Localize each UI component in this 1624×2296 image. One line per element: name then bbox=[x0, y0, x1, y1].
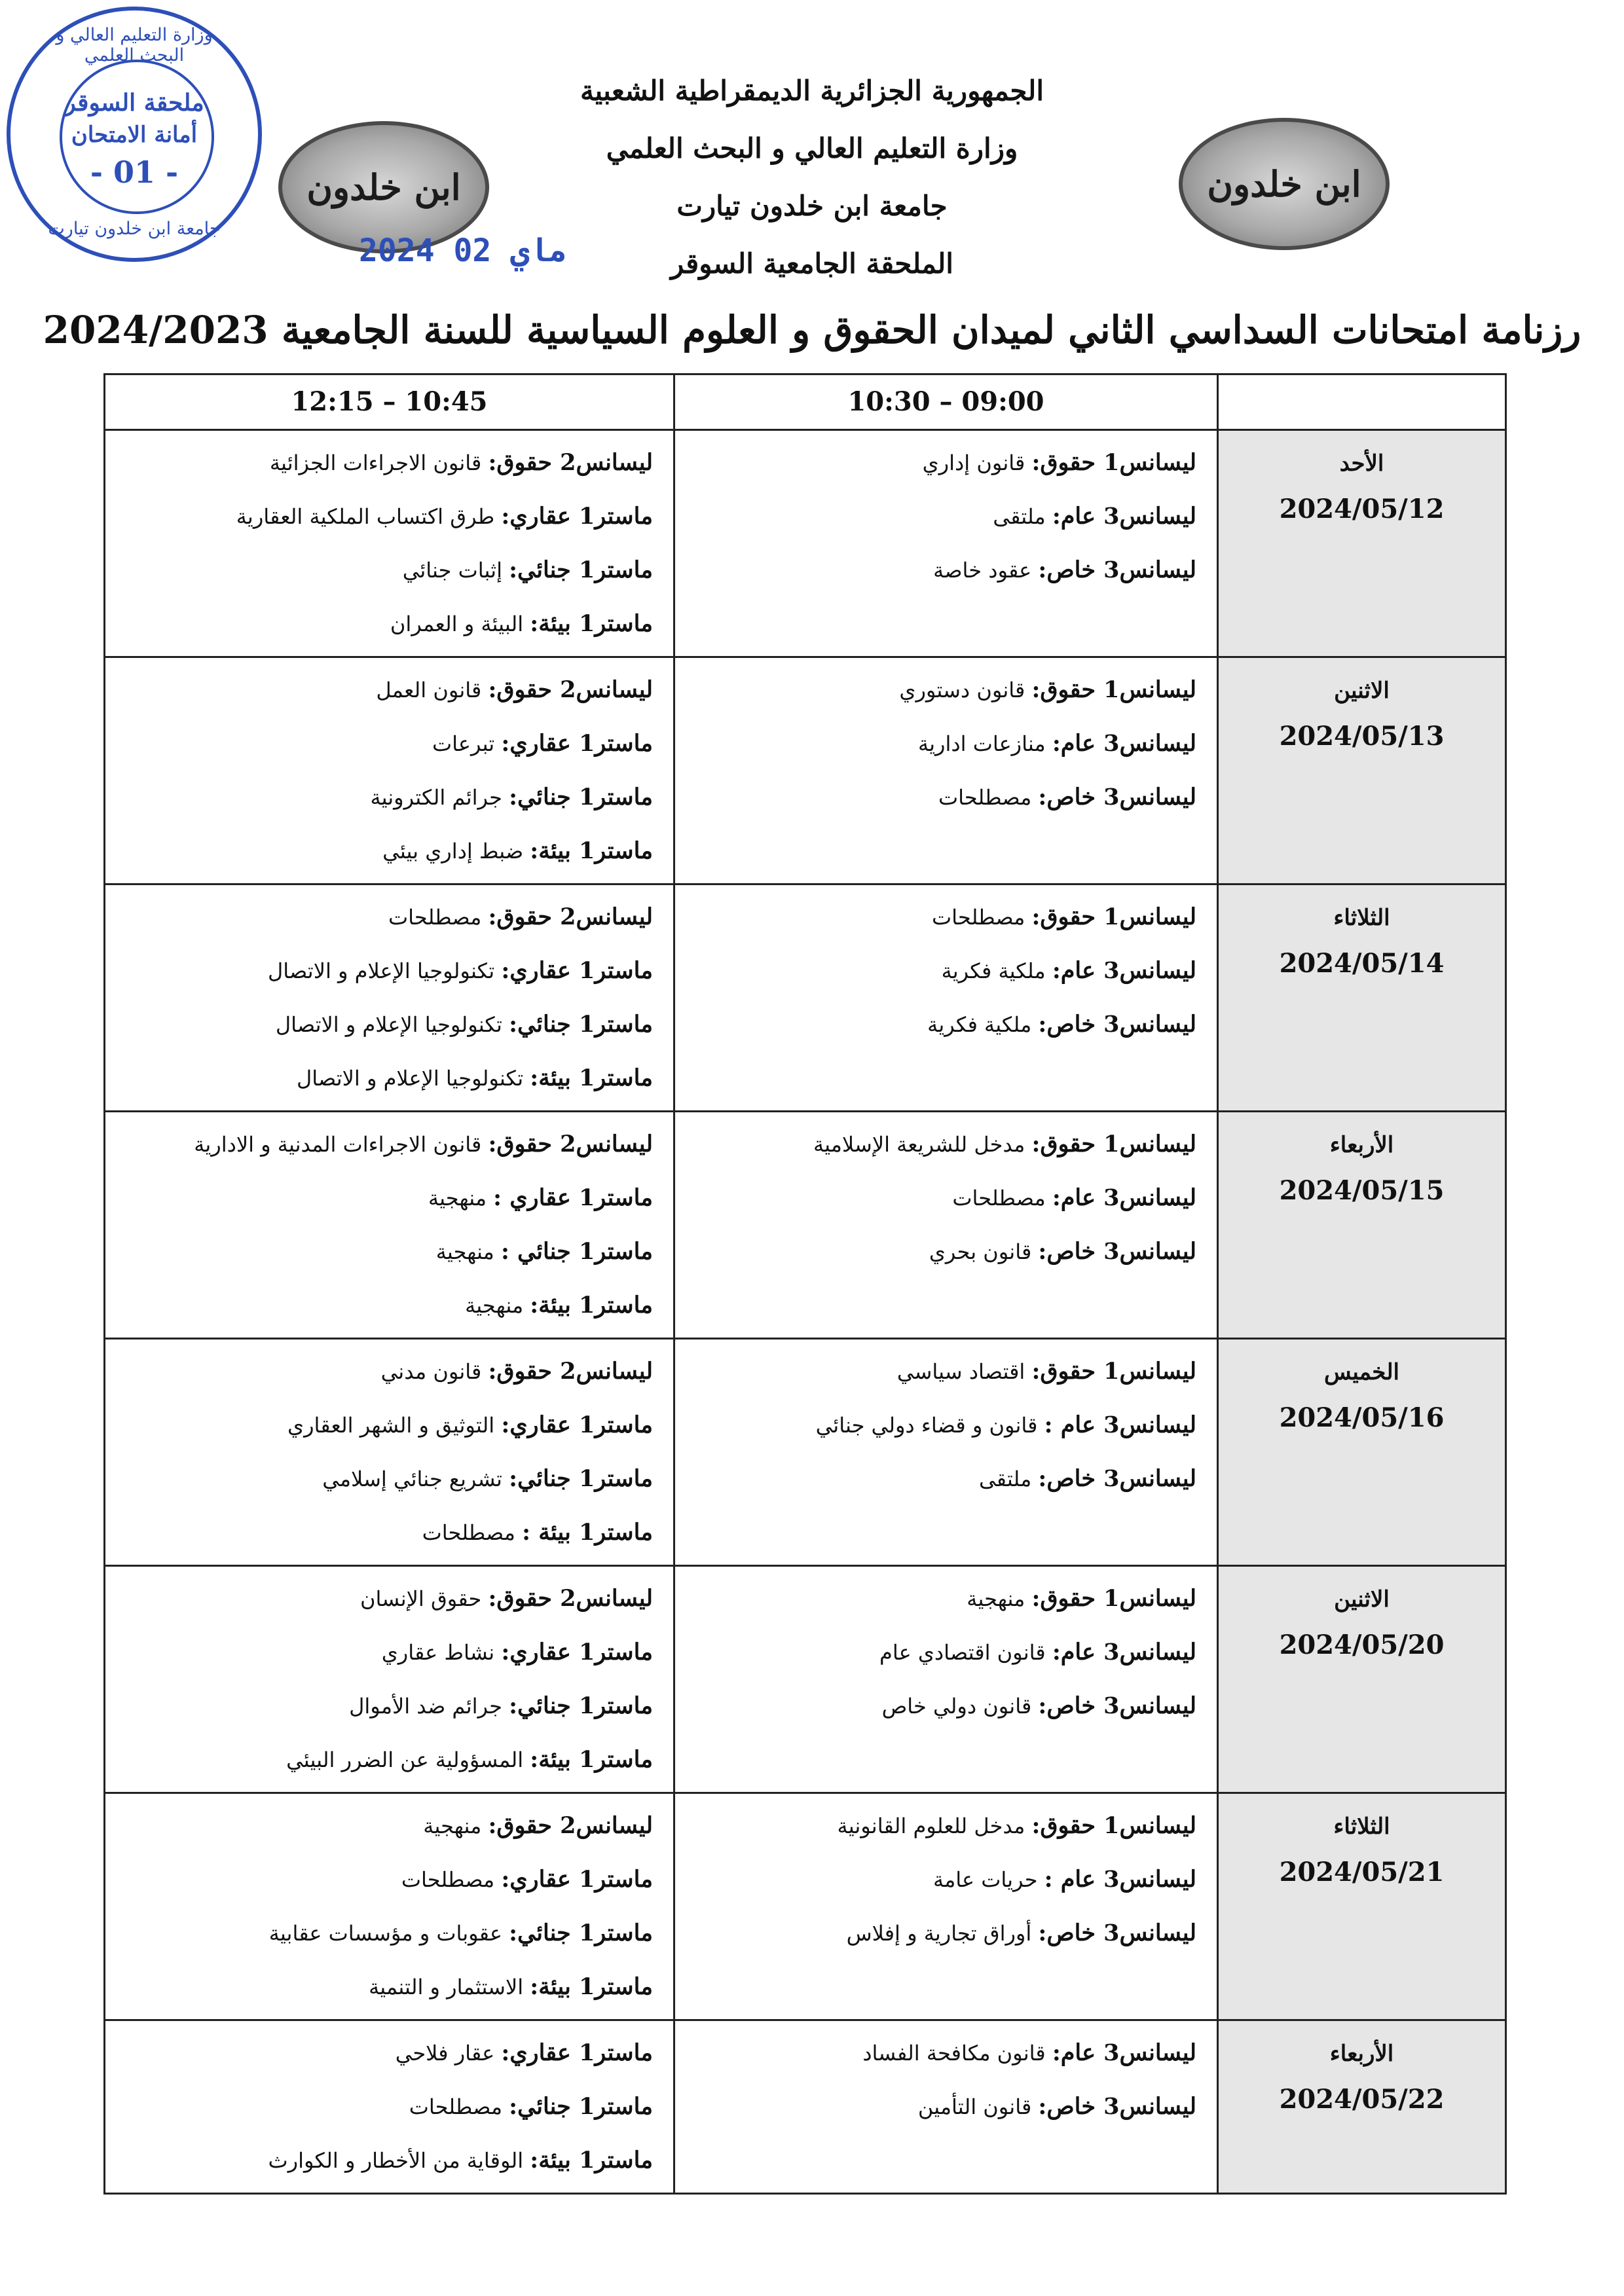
exam-entry bbox=[106, 717, 673, 771]
exam-subject: قانون اقتصادي عام bbox=[879, 1640, 1046, 1665]
exam-entry bbox=[106, 1626, 673, 1679]
exam-level: ليسانس1 حقوق: bbox=[1031, 1358, 1196, 1385]
exam-subject: مصطلحات bbox=[401, 1867, 495, 1892]
exam-entry bbox=[106, 490, 673, 543]
day-cell bbox=[1218, 2020, 1506, 2194]
exam-entry bbox=[676, 543, 1216, 597]
day-cell bbox=[1218, 884, 1506, 1112]
exam-entry bbox=[676, 1799, 1216, 1853]
slot-a-cell bbox=[674, 1566, 1218, 1793]
exam-level: ليسانس3 خاص: bbox=[1038, 556, 1196, 583]
stamp-ring-bottom-text: جامعة ابن خلدون تيارت bbox=[48, 219, 221, 239]
slot-a-cell bbox=[674, 657, 1218, 884]
exam-entry bbox=[106, 824, 673, 878]
exam-entry bbox=[676, 436, 1216, 490]
exam-subject: تكنولوجيا الإعلام و الاتصال bbox=[296, 1066, 524, 1091]
exam-level: ماستر1 بيئة: bbox=[530, 2147, 653, 2174]
exam-level: ليسانس2 حقوق: bbox=[488, 1585, 653, 1612]
exam-subject: قانون الاجراءات الجزائية bbox=[269, 450, 482, 475]
exam-entry bbox=[106, 1118, 673, 1171]
exam-level: ليسانس3 عام : bbox=[1044, 1412, 1196, 1438]
day-cell bbox=[1218, 430, 1506, 657]
exam-subject: ضبط إداري بيئي bbox=[382, 839, 524, 864]
exam-level: ليسانس3 خاص: bbox=[1038, 1238, 1196, 1265]
exam-subject: حقوق الإنسان bbox=[360, 1586, 482, 1611]
header-line-ministry: وزارة التعليم العالي و البحث العلمي bbox=[606, 132, 1018, 164]
slot-a-cell bbox=[674, 884, 1218, 1112]
exam-entry bbox=[676, 663, 1216, 717]
exam-level: ماستر1 عقاري: bbox=[501, 1866, 653, 1893]
day-name: الخميس bbox=[1323, 1359, 1399, 1385]
exam-entry bbox=[676, 1225, 1216, 1279]
exam-subject: منهجية bbox=[428, 1186, 487, 1211]
exam-entry bbox=[106, 1960, 673, 2014]
exam-entry bbox=[676, 890, 1216, 944]
day-name: الاثنين bbox=[1334, 678, 1390, 704]
exam-level: ماستر1 عقاري: bbox=[501, 957, 653, 984]
exam-subject: عقود خاصة bbox=[933, 558, 1032, 583]
exam-level: ماستر1 عقاري : bbox=[493, 1184, 653, 1211]
exam-subject: قانون بحري bbox=[929, 1239, 1032, 1264]
exam-entry bbox=[106, 771, 673, 824]
exam-level: ليسانس3 عام: bbox=[1052, 1639, 1196, 1666]
exam-subject: إثبات جنائي bbox=[402, 558, 502, 583]
day-date: 2024/05/16 bbox=[1279, 1402, 1445, 1433]
exam-level: ماستر1 جنائي : bbox=[500, 1238, 653, 1265]
exam-entry bbox=[106, 1733, 673, 1787]
exam-level: ليسانس2 حقوق: bbox=[488, 1131, 653, 1157]
slot-b-cell bbox=[105, 1566, 674, 1793]
slot-b-cell bbox=[105, 1339, 674, 1566]
day-date: 2024/05/12 bbox=[1279, 494, 1445, 524]
table-row bbox=[105, 657, 1506, 884]
exam-level: ماستر1 جنائي: bbox=[509, 1011, 653, 1038]
exam-entry bbox=[106, 944, 673, 998]
exam-level: ماستر1 جنائي: bbox=[509, 1692, 653, 1719]
exam-subject: تكنولوجيا الإعلام و الاتصال bbox=[275, 1012, 502, 1037]
exam-subject: مدخل للعلوم القانونية bbox=[837, 1813, 1025, 1838]
exam-entry bbox=[106, 890, 673, 944]
day-cell bbox=[1218, 1339, 1506, 1566]
day-date: 2024/05/13 bbox=[1279, 721, 1445, 752]
exam-entry bbox=[676, 944, 1216, 998]
slot-b-cell bbox=[105, 884, 674, 1112]
exam-level: ليسانس3 عام: bbox=[1052, 503, 1196, 530]
exam-subject: منهجية bbox=[465, 1293, 524, 1318]
stamp-ring-top-text: وزارة التعليم العالي و البحث العلمي bbox=[56, 25, 213, 65]
slot-a-cell bbox=[674, 430, 1218, 657]
exam-subject: قانون و قضاء دولي جنائي bbox=[815, 1413, 1038, 1438]
exam-level: ماستر1 جنائي: bbox=[509, 784, 653, 811]
day-cell bbox=[1218, 657, 1506, 884]
exam-entry bbox=[106, 998, 673, 1051]
exam-subject: مدخل للشريعة الإسلامية bbox=[813, 1132, 1025, 1157]
stamp-line-1: ملحقة السوقر bbox=[64, 89, 204, 117]
exam-entry bbox=[676, 1452, 1216, 1506]
day-name: الأحد bbox=[1339, 450, 1384, 477]
exam-subject: حريات عامة bbox=[932, 1867, 1038, 1892]
exam-subject: قانون إداري bbox=[922, 450, 1025, 475]
exam-level: ماستر1 جنائي: bbox=[509, 1465, 653, 1492]
exam-subject: قانون دولي خاص bbox=[881, 1694, 1032, 1719]
exam-level: ماستر1 عقاري: bbox=[501, 1412, 653, 1438]
page-title: رزنامة امتحانات السداسي الثاني لميدان الحقوق و العلوم السياسية للسنة الجامعية 2024/2023 bbox=[43, 308, 1581, 352]
day-date: 2024/05/15 bbox=[1279, 1175, 1445, 1206]
exam-level: ماستر1 بيئة: bbox=[530, 837, 653, 864]
exam-subject: نشاط عقاري bbox=[381, 1640, 495, 1665]
exam-subject: عقوبات و مؤسسات عقابية bbox=[268, 1921, 502, 1946]
exam-subject: جرائم الكترونية bbox=[370, 785, 502, 810]
exam-subject: جرائم ضد الأموال bbox=[349, 1694, 502, 1719]
exam-subject: مصطلحات bbox=[952, 1186, 1046, 1211]
exam-level: ليسانس3 خاص: bbox=[1038, 1011, 1196, 1038]
day-date: 2024/05/22 bbox=[1279, 2084, 1445, 2115]
exam-level: ليسانس3 خاص: bbox=[1038, 1465, 1196, 1492]
exam-entry bbox=[676, 1118, 1216, 1171]
exam-subject: اقتصاد سياسي bbox=[896, 1359, 1025, 1384]
exam-level: ليسانس3 عام: bbox=[1052, 957, 1196, 984]
exam-subject: قانون مدني bbox=[380, 1359, 482, 1384]
header-slot-b: 12:15 – 10:45 bbox=[105, 374, 674, 430]
exam-subject: ملتقى bbox=[979, 1467, 1032, 1491]
exam-subject: الوقاية من الأخطار و الكوارث bbox=[268, 2148, 524, 2173]
table-row bbox=[105, 1112, 1506, 1339]
exam-entry bbox=[106, 1398, 673, 1452]
exam-entry bbox=[676, 771, 1216, 824]
exam-level: ليسانس3 عام: bbox=[1052, 1184, 1196, 1211]
exam-level: ليسانس1 حقوق: bbox=[1031, 903, 1196, 930]
header-slot-a: 10:30 – 09:00 bbox=[674, 374, 1218, 430]
stamp-line-2: أمانة الامتحان bbox=[71, 122, 198, 148]
exam-entry bbox=[676, 1345, 1216, 1398]
exam-level: ماستر1 عقاري: bbox=[501, 1639, 653, 1666]
day-name: الأربعاء bbox=[1329, 2041, 1394, 2067]
exam-entry bbox=[676, 717, 1216, 771]
day-date: 2024/05/20 bbox=[1279, 1630, 1445, 1660]
day-name: الأربعاء bbox=[1329, 1132, 1394, 1158]
exam-subject: مصطلحات bbox=[938, 785, 1032, 810]
header-line-university: جامعة ابن خلدون تيارت bbox=[676, 190, 948, 222]
exam-level: ماستر1 بيئة: bbox=[530, 610, 653, 637]
exam-entry bbox=[676, 1171, 1216, 1225]
exam-level: ماستر1 جنائي: bbox=[509, 1920, 653, 1946]
day-cell bbox=[1218, 1793, 1506, 2020]
stamp-line-3: - 01 - bbox=[90, 155, 179, 190]
exam-entry bbox=[106, 1225, 673, 1279]
exam-entry bbox=[106, 1452, 673, 1506]
table-header-row bbox=[105, 374, 1506, 430]
header-day bbox=[1218, 374, 1506, 430]
slot-b-cell bbox=[105, 657, 674, 884]
day-cell bbox=[1218, 1112, 1506, 1339]
exam-entry bbox=[676, 1679, 1216, 1733]
exam-entry bbox=[106, 1572, 673, 1626]
exam-subject: مصطلحات bbox=[388, 905, 482, 930]
exam-level: ليسانس2 حقوق: bbox=[488, 1358, 653, 1385]
exam-subject: البيئة و العمران bbox=[390, 611, 524, 636]
exam-subject: مصطلحات bbox=[409, 2094, 502, 2119]
date-stamp: 2024 ماي 02 bbox=[359, 232, 567, 269]
exam-subject: ملكية فكرية bbox=[927, 1012, 1032, 1037]
exam-level: ماستر1 بيئة: bbox=[530, 1973, 653, 2000]
exam-entry bbox=[676, 998, 1216, 1051]
table-row bbox=[105, 1339, 1506, 1566]
slot-a-cell bbox=[674, 2020, 1218, 2194]
exam-subject: عقار فلاحي bbox=[395, 2041, 495, 2066]
exam-entry bbox=[676, 490, 1216, 543]
exam-subject: منهجية bbox=[435, 1239, 494, 1264]
table-row bbox=[105, 1793, 1506, 2020]
exam-entry bbox=[106, 597, 673, 651]
exam-level: ليسانس3 خاص: bbox=[1038, 1692, 1196, 1719]
exam-level: ليسانس3 عام : bbox=[1044, 1866, 1196, 1893]
exam-subject: قانون العمل bbox=[376, 678, 482, 702]
exam-level: ماستر1 بيئة: bbox=[530, 1746, 653, 1773]
exam-subject: طرق اكتساب الملكية العقارية bbox=[236, 504, 495, 529]
slot-b-cell bbox=[105, 1112, 674, 1339]
exam-entry bbox=[106, 1906, 673, 1960]
exam-schedule-table bbox=[103, 373, 1507, 2195]
exam-level: ماستر1 بيئة : bbox=[522, 1519, 653, 1546]
header-line-republic: الجمهورية الجزائرية الديمقراطية الشعبية bbox=[580, 75, 1044, 107]
exam-entry bbox=[106, 1679, 673, 1733]
exam-subject: مصطلحات bbox=[422, 1520, 515, 1545]
exam-level: ليسانس3 خاص: bbox=[1038, 784, 1196, 811]
exam-entry bbox=[106, 1853, 673, 1906]
table-row bbox=[105, 1566, 1506, 1793]
slot-a-cell bbox=[674, 1112, 1218, 1339]
exam-subject: التوثيق و الشهر العقاري bbox=[287, 1413, 495, 1438]
exam-level: ليسانس1 حقوق: bbox=[1031, 1131, 1196, 1157]
day-name: الثلاثاء bbox=[1333, 905, 1390, 931]
university-logo-right: ابن خلدون bbox=[1179, 118, 1390, 250]
exam-subject: الاستثمار و التنمية bbox=[369, 1975, 524, 1999]
day-cell bbox=[1218, 1566, 1506, 1793]
exam-subject: ملتقى bbox=[993, 504, 1046, 529]
exam-level: ماستر1 عقاري: bbox=[501, 730, 653, 757]
exam-level: ليسانس2 حقوق: bbox=[488, 1812, 653, 1839]
exam-subject: ملكية فكرية bbox=[941, 958, 1046, 983]
exam-entry bbox=[106, 2026, 673, 2080]
exam-subject: منهجية bbox=[967, 1586, 1025, 1611]
exam-level: ليسانس2 حقوق: bbox=[488, 903, 653, 930]
slot-a-cell bbox=[674, 1793, 1218, 2020]
exam-subject: مصطلحات bbox=[932, 905, 1025, 930]
slot-b-cell bbox=[105, 1793, 674, 2020]
exam-subject: تشريع جنائي إسلامي bbox=[322, 1467, 502, 1491]
document-header bbox=[0, 62, 1624, 293]
exam-entry bbox=[676, 1626, 1216, 1679]
exam-subject: منازعات ادارية bbox=[917, 731, 1046, 756]
table-row bbox=[105, 2020, 1506, 2194]
table-row bbox=[105, 430, 1506, 657]
exam-level: ليسانس1 حقوق: bbox=[1031, 676, 1196, 703]
exam-level: ماستر1 بيئة: bbox=[530, 1065, 653, 1091]
exam-entry bbox=[106, 1506, 673, 1559]
exam-level: ماستر1 جنائي: bbox=[509, 556, 653, 583]
exam-level: ماستر1 عقاري: bbox=[501, 503, 653, 530]
slot-b-cell bbox=[105, 2020, 674, 2194]
exam-entry bbox=[106, 436, 673, 490]
exam-entry bbox=[676, 2080, 1216, 2134]
exam-subject: قانون التأمين bbox=[917, 2094, 1032, 2119]
exam-entry bbox=[676, 1398, 1216, 1452]
exam-level: ليسانس1 حقوق: bbox=[1031, 1812, 1196, 1839]
exam-entry bbox=[106, 1799, 673, 1853]
exam-subject: أوراق تجارية و إفلاس bbox=[846, 1921, 1032, 1946]
exam-level: ليسانس3 عام: bbox=[1052, 730, 1196, 757]
exam-entry bbox=[106, 1345, 673, 1398]
exam-entry bbox=[106, 1051, 673, 1105]
exam-level: ليسانس1 حقوق: bbox=[1031, 1585, 1196, 1612]
exam-level: ليسانس3 خاص: bbox=[1038, 2093, 1196, 2120]
exam-entry bbox=[676, 1906, 1216, 1960]
day-date: 2024/05/14 bbox=[1279, 948, 1445, 979]
table-body bbox=[105, 430, 1506, 2194]
exam-level: ماستر1 بيئة: bbox=[530, 1292, 653, 1319]
exam-entry bbox=[106, 1171, 673, 1225]
exam-level: ماستر1 جنائي: bbox=[509, 2093, 653, 2120]
exam-entry bbox=[676, 1572, 1216, 1626]
day-name: الاثنين bbox=[1334, 1586, 1390, 1613]
exam-entry bbox=[106, 2134, 673, 2187]
header-line-annex: الملحقة الجامعية السوقر bbox=[671, 247, 953, 280]
exam-subject: المسؤولية عن الضرر البيئي bbox=[286, 1747, 524, 1772]
slot-b-cell bbox=[105, 430, 674, 657]
exam-level: ليسانس1 حقوق: bbox=[1031, 449, 1196, 476]
exam-subject: قانون مكافحة الفساد bbox=[862, 2041, 1046, 2066]
day-name: الثلاثاء bbox=[1333, 1813, 1390, 1840]
day-date: 2024/05/21 bbox=[1279, 1857, 1445, 1887]
table-row bbox=[105, 884, 1506, 1112]
exam-level: ليسانس2 حقوق: bbox=[488, 449, 653, 476]
exam-entry bbox=[106, 663, 673, 717]
exam-entry bbox=[676, 2026, 1216, 2080]
exam-subject: قانون الاجراءات المدنية و الادارية bbox=[194, 1132, 482, 1157]
slot-a-cell bbox=[674, 1339, 1218, 1566]
exam-subject: تكنولوجيا الإعلام و الاتصال bbox=[268, 958, 495, 983]
exam-level: ليسانس2 حقوق: bbox=[488, 676, 653, 703]
exam-entry bbox=[106, 543, 673, 597]
exam-subject: قانون دستوري bbox=[899, 678, 1025, 702]
exam-level: ماستر1 عقاري: bbox=[501, 2039, 653, 2066]
exam-entry bbox=[106, 2080, 673, 2134]
university-logo-left: ابن خلدون bbox=[278, 121, 489, 253]
exam-level: ليسانس3 خاص: bbox=[1038, 1920, 1196, 1946]
exam-entry bbox=[106, 1279, 673, 1332]
exam-subject: تبرعات bbox=[432, 731, 495, 756]
exam-subject: منهجية bbox=[423, 1813, 482, 1838]
exam-level: ليسانس3 عام: bbox=[1052, 2039, 1196, 2066]
exam-entry bbox=[676, 1853, 1216, 1906]
